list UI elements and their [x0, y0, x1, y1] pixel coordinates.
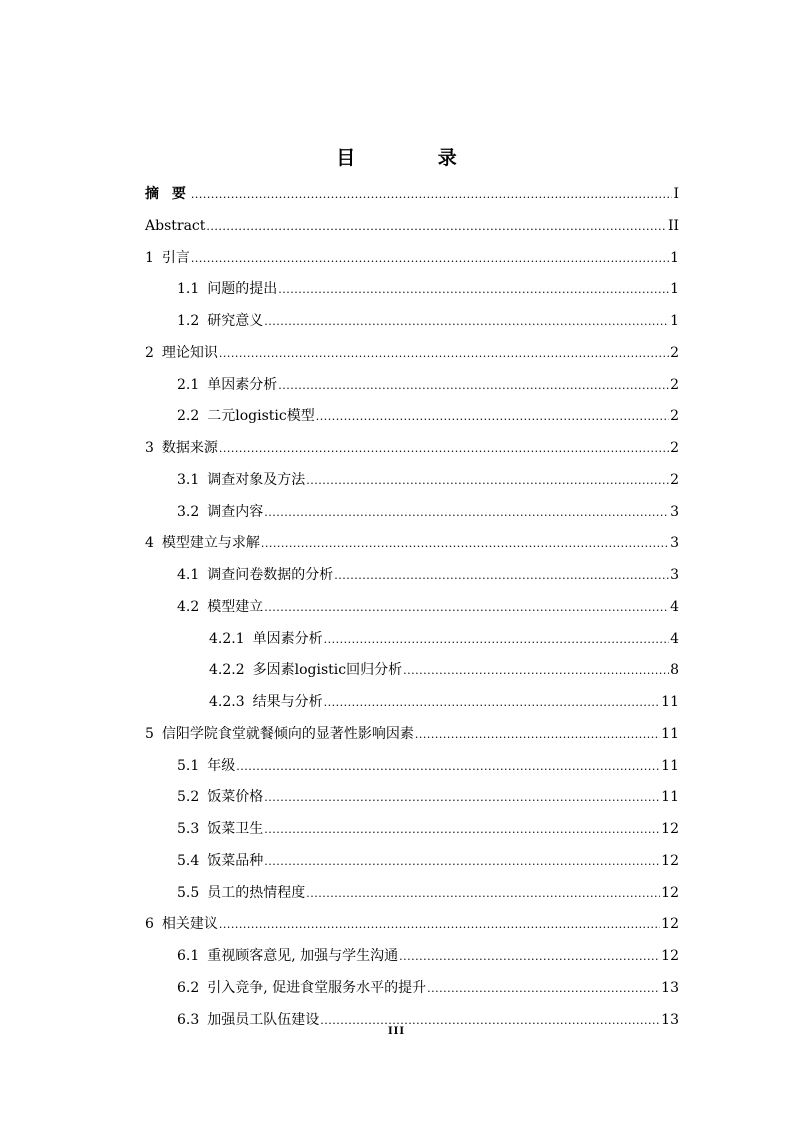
toc-dot-leader — [324, 624, 669, 656]
toc-dot-leader — [334, 560, 669, 592]
toc-entry[interactable] — [0, 751, 793, 783]
toc-dot-leader — [236, 751, 660, 783]
toc-entry-page-number: 12 — [661, 821, 679, 837]
toc-entry-page-number: 12 — [661, 852, 679, 869]
toc-entry[interactable] — [0, 433, 793, 465]
toc-dot-leader — [278, 370, 669, 402]
toc-entry[interactable] — [0, 624, 793, 656]
toc-entry-number: 5.4 — [177, 852, 200, 869]
toc-entry-label: 研究意义 — [207, 313, 264, 329]
toc-entry-page-number: 1 — [670, 281, 679, 298]
toc-entry-number: 3.2 — [177, 503, 200, 520]
toc-entry-page-number: 12 — [661, 916, 679, 933]
toc-entry-label: 引言 — [161, 249, 190, 266]
toc-entry-label: 加强员工队伍建设 — [207, 1011, 320, 1028]
toc-entry-label: 单因素分析 — [252, 630, 323, 647]
toc-list — [0, 179, 793, 1036]
toc-dot-leader — [264, 782, 660, 814]
toc-entry-number: 6.3 — [177, 1011, 200, 1028]
toc-entry-number: 3.1 — [177, 471, 200, 488]
toc-entry-label: 问题的提出 — [207, 281, 278, 298]
toc-entry-label: 饭菜卫生 — [207, 821, 264, 837]
toc-entry-label: 调查问卷数据的分析 — [207, 567, 334, 583]
toc-entry[interactable] — [0, 846, 793, 878]
toc-dot-leader — [264, 846, 660, 878]
toc-entry-label: 员工的热情程度 — [207, 884, 306, 901]
toc-dot-leader — [264, 592, 669, 624]
toc-entry[interactable] — [0, 973, 793, 1005]
toc-entry-label: 饭菜价格 — [207, 789, 264, 806]
toc-dot-leader — [191, 243, 669, 275]
toc-dot-leader — [264, 497, 669, 529]
toc-dot-leader — [219, 338, 669, 370]
toc-entry-page-number: 1 — [670, 313, 679, 329]
toc-entry-number: 5.3 — [177, 821, 200, 837]
toc-dot-leader — [399, 941, 660, 973]
toc-entry-number: 1.1 — [177, 281, 200, 298]
toc-entry-number: 5 — [145, 725, 154, 742]
toc-entry-page-number: II — [667, 217, 679, 234]
toc-entry-label: 相关建议 — [161, 916, 218, 933]
toc-entry[interactable] — [0, 465, 793, 497]
toc-entry[interactable] — [0, 179, 793, 211]
toc-entry-page-number: 2 — [670, 471, 679, 488]
toc-entry[interactable] — [0, 274, 793, 306]
toc-entry-label: 理论知识 — [161, 344, 218, 361]
toc-entry-page-number: 3 — [670, 503, 679, 520]
toc-entry-number: 3 — [145, 440, 154, 456]
toc-entry-number: 4.2.3 — [209, 694, 245, 710]
toc-dot-leader — [219, 909, 660, 941]
toc-entry-label: 结果与分析 — [252, 694, 323, 710]
toc-entry-number: 6 — [145, 916, 154, 933]
toc-entry-page-number: 12 — [661, 948, 679, 964]
toc-entry[interactable] — [0, 560, 793, 592]
toc-entry[interactable] — [0, 306, 793, 338]
toc-entry-label: Abstract — [145, 217, 206, 234]
toc-entry-label: 数据来源 — [161, 440, 218, 456]
toc-entry-page-number: 11 — [661, 694, 679, 710]
toc-entry-page-number: 13 — [661, 1011, 679, 1028]
toc-entry[interactable] — [0, 687, 793, 719]
toc-entry-page-number: 2 — [670, 376, 679, 393]
toc-entry-page-number: 4 — [670, 598, 679, 615]
toc-entry-number: 6.2 — [177, 979, 200, 996]
toc-entry[interactable] — [0, 338, 793, 370]
toc-entry[interactable] — [0, 941, 793, 973]
toc-entry-number: 2.1 — [177, 376, 200, 393]
toc-entry-label: 模型建立 — [207, 598, 264, 615]
toc-entry-label: 多因素logistic回归分析 — [252, 662, 403, 679]
toc-entry-label: 饭菜品种 — [207, 852, 264, 869]
toc-entry[interactable] — [0, 592, 793, 624]
toc-entry-page-number: 8 — [670, 662, 679, 679]
toc-entry-label: 引入竞争, 促进食堂服务水平的提升 — [207, 979, 427, 996]
toc-dot-leader — [306, 465, 669, 497]
toc-entry-label: 年级 — [207, 757, 236, 774]
toc-entry[interactable] — [0, 655, 793, 687]
toc-entry[interactable] — [0, 909, 793, 941]
toc-entry-label: 摘 要 — [145, 186, 190, 202]
toc-entry-label: 重视顾客意见, 加强与学生沟通 — [207, 948, 399, 964]
toc-entry-page-number: I — [673, 186, 679, 202]
toc-entry-label: 信阳学院食堂就餐倾向的显著性影响因素 — [161, 725, 414, 742]
toc-dot-leader — [191, 179, 673, 211]
toc-entry[interactable] — [0, 814, 793, 846]
toc-dot-leader — [264, 814, 660, 846]
toc-entry[interactable] — [0, 719, 793, 751]
toc-dot-leader — [415, 719, 660, 751]
toc-entry-page-number: 11 — [661, 789, 679, 806]
toc-entry[interactable] — [0, 878, 793, 910]
toc-entry-number: 5.5 — [177, 884, 200, 901]
toc-entry-page-number: 2 — [670, 344, 679, 361]
toc-dot-leader — [278, 274, 669, 306]
toc-entry-number: 1 — [145, 249, 154, 266]
toc-dot-leader — [261, 528, 669, 560]
toc-entry-number: 4.2.2 — [209, 662, 245, 679]
toc-entry-page-number: 11 — [661, 757, 679, 774]
toc-dot-leader — [324, 687, 661, 719]
toc-dot-leader — [264, 306, 669, 338]
toc-entry-page-number: 2 — [670, 440, 679, 456]
toc-entry-page-number: 13 — [661, 979, 679, 996]
toc-entry-page-number: 12 — [661, 884, 679, 901]
toc-entry-label: 调查内容 — [207, 503, 264, 520]
toc-dot-leader — [316, 401, 669, 433]
toc-entry-number: 4.1 — [177, 567, 200, 583]
page-number-footer: III — [387, 1026, 406, 1037]
toc-entry-label: 调查对象及方法 — [207, 471, 306, 488]
toc-entry[interactable] — [0, 401, 793, 433]
toc-dot-leader — [427, 973, 660, 1005]
toc-entry-number: 5.1 — [177, 757, 200, 774]
toc-dot-leader — [219, 433, 669, 465]
toc-entry[interactable] — [0, 243, 793, 275]
toc-entry-label: 单因素分析 — [207, 376, 278, 393]
toc-entry-page-number: 3 — [670, 535, 679, 552]
toc-entry-number: 4.2 — [177, 598, 200, 615]
toc-entry-page-number: 4 — [670, 630, 679, 647]
toc-entry-page-number: 3 — [670, 567, 679, 583]
toc-entry-label: 模型建立与求解 — [161, 535, 260, 552]
toc-title: 目 录 — [336, 147, 495, 169]
toc-entry-number: 4 — [145, 535, 154, 552]
toc-entry-page-number: 1 — [670, 249, 679, 266]
toc-entry-number: 1.2 — [177, 313, 200, 329]
toc-dot-leader — [206, 211, 667, 243]
toc-entry-number: 2.2 — [177, 408, 200, 425]
toc-entry-page-number: 11 — [661, 725, 679, 742]
toc-entry[interactable] — [0, 211, 793, 243]
toc-entry[interactable] — [0, 782, 793, 814]
toc-entry-number: 5.2 — [177, 789, 200, 806]
toc-entry[interactable] — [0, 497, 793, 529]
toc-dot-leader — [403, 655, 669, 687]
toc-entry-label: 二元logistic模型 — [207, 408, 315, 425]
toc-entry-number: 2 — [145, 344, 154, 361]
toc-entry-number: 6.1 — [177, 948, 200, 964]
toc-entry[interactable] — [0, 528, 793, 560]
toc-entry[interactable] — [0, 370, 793, 402]
toc-dot-leader — [306, 878, 660, 910]
toc-entry-number: 4.2.1 — [209, 630, 245, 647]
toc-entry-page-number: 2 — [670, 408, 679, 425]
